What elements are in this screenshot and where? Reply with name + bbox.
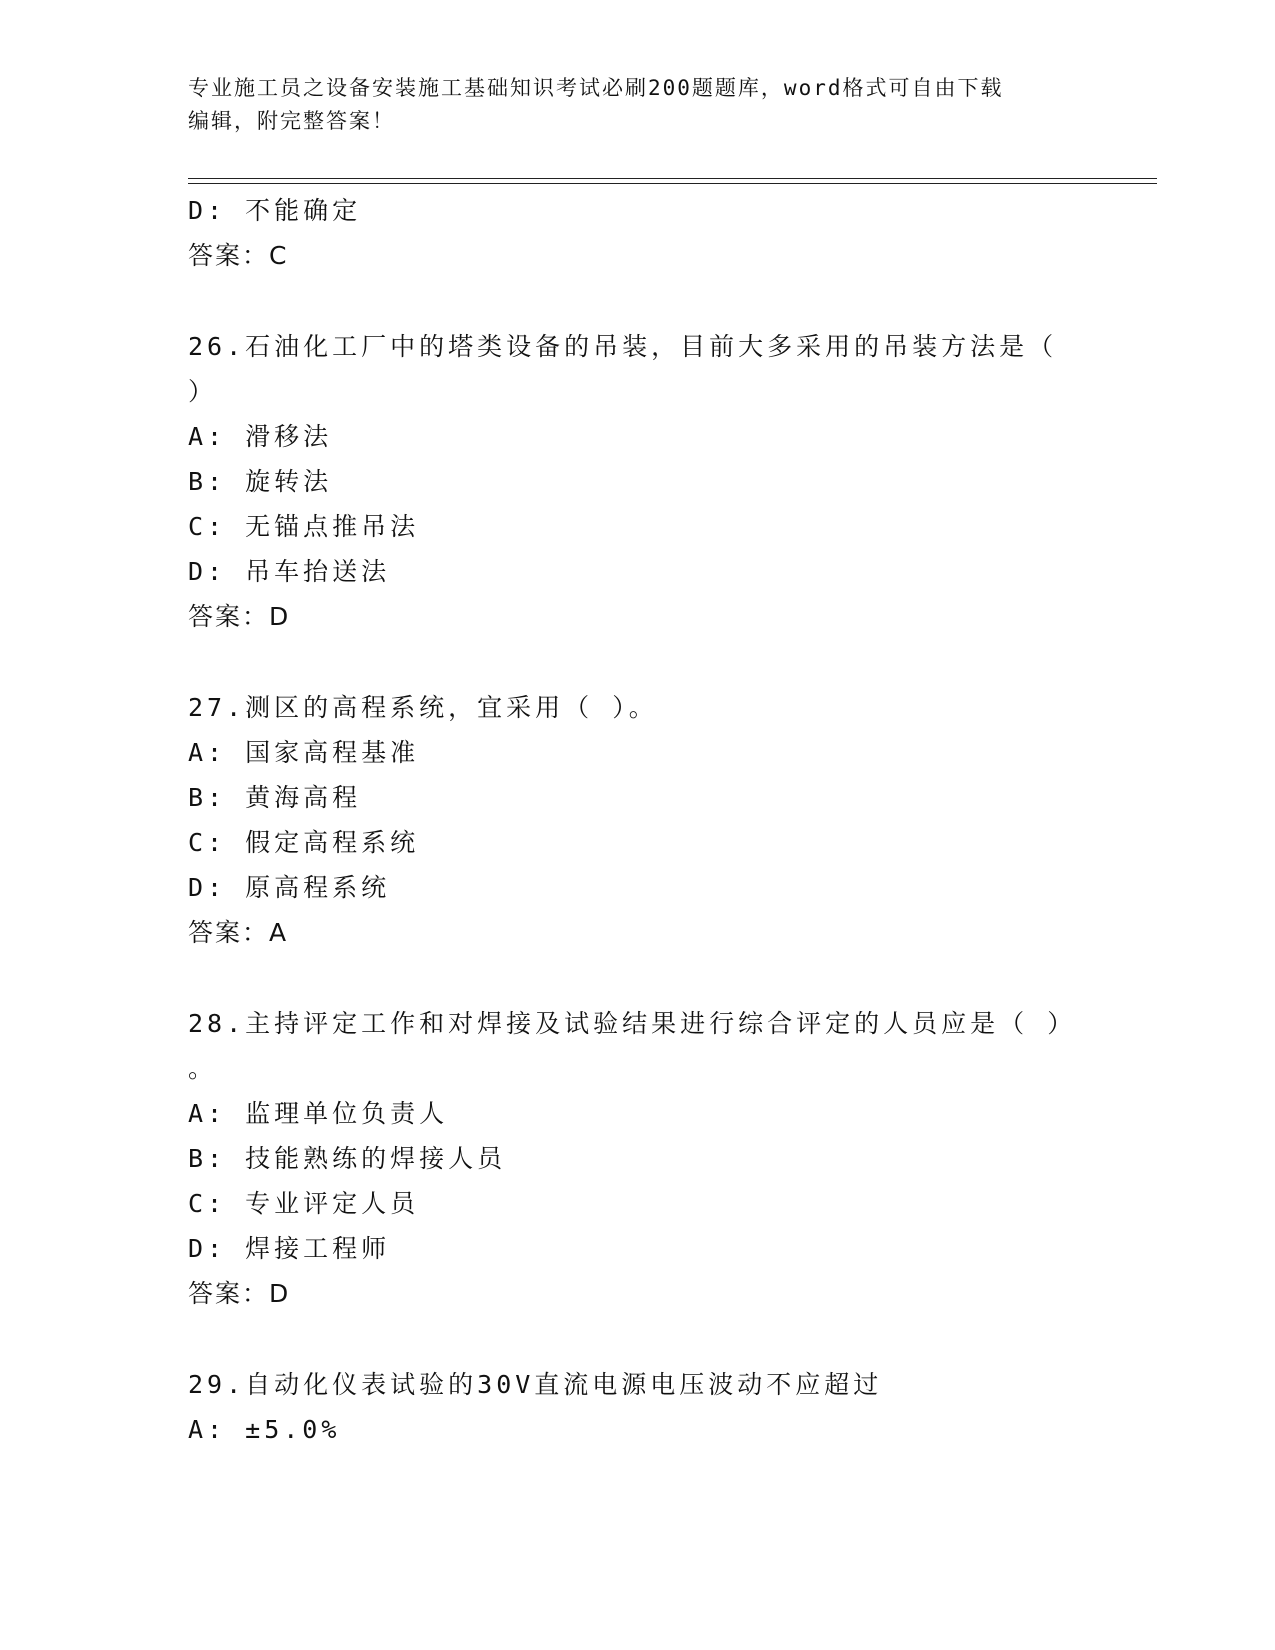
header-line-1: 专业施工员之设备安装施工基础知识考试必刷200题题库，word格式可自由下载 — [188, 76, 1004, 100]
option-b: B: 旋转法 — [188, 467, 333, 496]
question-27 — [188, 685, 1088, 956]
header-divider-top — [188, 178, 1157, 179]
question-29 — [188, 1362, 1088, 1452]
question-content — [188, 188, 1088, 1452]
answer: 答案：A — [188, 918, 289, 947]
header-divider-bottom — [188, 183, 1157, 184]
document-header — [188, 72, 1068, 138]
option-b: B: 黄海高程 — [188, 783, 362, 812]
question-stem-continued: ） — [188, 377, 218, 406]
option-d: D: 焊接工程师 — [188, 1234, 391, 1263]
question-stem-continued: 。 — [188, 1054, 218, 1083]
spacer — [188, 279, 1088, 324]
option-d: D: 原高程系统 — [188, 873, 391, 902]
question-stem: 27.测区的高程系统，宜采用（ ）。 — [188, 693, 658, 722]
header-line-2: 编辑，附完整答案！ — [188, 109, 395, 133]
question-stem: 29.自动化仪表试验的30V直流电源电压波动不应超过 — [188, 1370, 883, 1399]
spacer — [188, 640, 1088, 685]
option-b: B: 技能熟练的焊接人员 — [188, 1144, 507, 1173]
prev-option-d: D: 不能确定 — [188, 196, 362, 225]
option-c: C: 无锚点推吊法 — [188, 512, 420, 541]
option-d: D: 吊车抬送法 — [188, 557, 391, 586]
option-a: A: 国家高程基准 — [188, 738, 420, 767]
question-stem: 26.石油化工厂中的塔类设备的吊装，目前大多采用的吊装方法是（ — [188, 332, 1058, 361]
option-a: A: 滑移法 — [188, 422, 333, 451]
option-c: C: 专业评定人员 — [188, 1189, 420, 1218]
prev-answer: 答案：C — [188, 241, 289, 270]
option-a: A: 监理单位负责人 — [188, 1099, 449, 1128]
option-c: C: 假定高程系统 — [188, 828, 420, 857]
question-26 — [188, 324, 1088, 640]
answer: 答案：D — [188, 602, 291, 631]
spacer — [188, 956, 1088, 1001]
question-28 — [188, 1001, 1088, 1317]
answer: 答案：D — [188, 1279, 291, 1308]
question-stem: 28.主持评定工作和对焊接及试验结果进行综合评定的人员应是（ ） — [188, 1009, 1077, 1038]
spacer — [188, 1317, 1088, 1362]
option-a: A: ±5.0% — [188, 1415, 341, 1444]
